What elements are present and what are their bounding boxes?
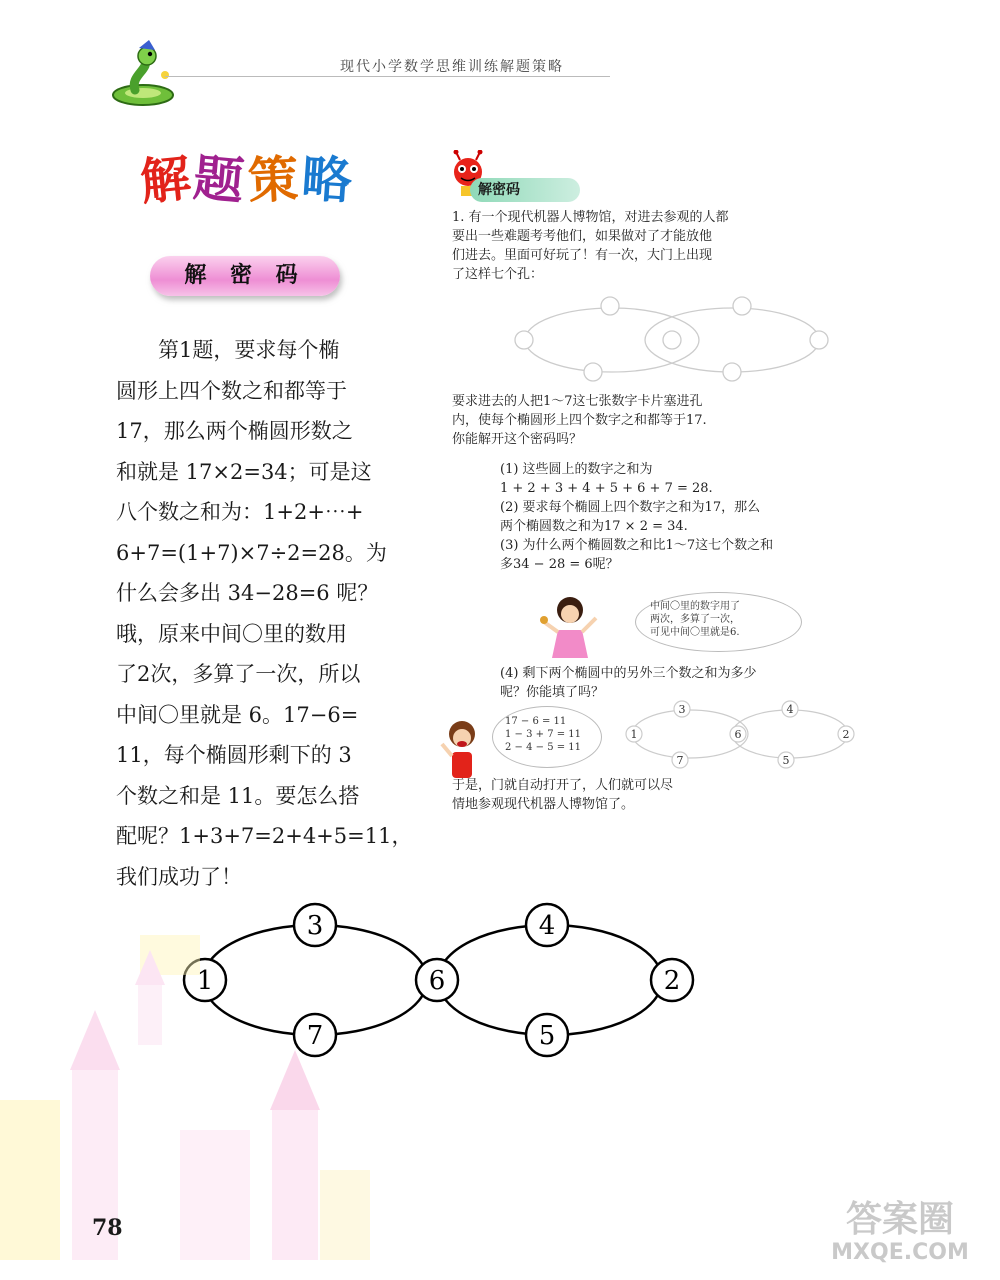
step-four — [500, 664, 757, 702]
node-number: 2 — [663, 966, 681, 996]
text-line: 于是，门就自动打开了，人们就可以尽 — [452, 778, 674, 793]
node-number: 6 — [428, 966, 446, 996]
watermark — [810, 1200, 990, 1266]
text-line: 要出一些难题考考他们，如果做对了才能放他 — [452, 229, 713, 244]
paragraph-line: 11，每个椭圆形剩下的 3 — [116, 743, 352, 767]
text-line: (3) 为什么两个椭圆数之和比1～7这七个数之和 — [500, 538, 774, 553]
paragraph-line: 了2次，多算了一次，所以 — [116, 662, 361, 686]
bubble-line: 17 − 6 = 11 — [505, 716, 567, 727]
paragraph-line: 6+7=(1+7)×7÷2=28。为 — [116, 540, 387, 565]
small-node-number: 1 — [630, 728, 638, 741]
watermark-line: MXQE.COM — [831, 1240, 969, 1265]
empty-puzzle-diagram — [510, 292, 835, 387]
small-node-number: 4 — [786, 703, 794, 716]
paragraph-line: 第1题，要求每个椭 — [116, 338, 340, 362]
text-line: 两个椭圆数之和为17 × 2 = 34. — [500, 519, 688, 534]
page-title — [137, 140, 358, 212]
paragraph-line: 什么会多出 34−28=6 呢？ — [116, 581, 379, 605]
watermark-line: 答案圈 — [845, 1199, 954, 1240]
paragraph-line: 配呢？1+3+7=2+4+5=11， — [116, 824, 413, 848]
text-line: 情地参观现代机器人博物馆了。 — [452, 797, 635, 812]
text-line: 要求进去的人把1～7这七张数字卡片塞进孔 — [452, 394, 703, 409]
title-char: 策 — [246, 149, 304, 211]
boy-bubble-text — [505, 715, 581, 754]
header-divider — [165, 76, 610, 77]
explanation-paragraph — [116, 330, 413, 897]
bubble-line: 1 − 3 + 7 = 11 — [505, 729, 582, 740]
small-node-number: 6 — [734, 728, 742, 741]
text-line: 1. 有一个现代机器人博物馆，对进去参观的人都 — [452, 210, 729, 225]
small-solution-diagram — [620, 698, 860, 770]
paragraph-line: 个数之和是 11。要怎么搭 — [116, 783, 360, 808]
page-number: 78 — [92, 1215, 123, 1241]
bubble-line: 可见中间〇里就是6. — [650, 627, 740, 638]
girl-bubble-text — [650, 600, 740, 639]
paragraph-line: 和就是 17×2=34；可是这 — [116, 459, 372, 484]
bubble-line: 中间〇里的数字用了 — [650, 601, 740, 612]
boy-character-icon — [440, 718, 485, 780]
small-node-number: 3 — [678, 703, 686, 716]
node-number: 4 — [538, 911, 556, 941]
paragraph-line: 中间〇里就是 6。17−6= — [116, 702, 359, 727]
small-node-number: 7 — [676, 754, 684, 767]
text-line: 们进去。里面可好玩了！有一次，大门上出现 — [452, 248, 713, 263]
text-line: 呢？你能填了吗？ — [500, 685, 605, 700]
solution-steps — [500, 460, 773, 574]
castle-decoration — [0, 930, 380, 1260]
girl-character-icon — [540, 592, 600, 662]
text-line: 内，使每个椭圆形上四个数字之和都等于17. — [452, 413, 707, 428]
text-line: (2) 要求每个椭圆上四个数字之和为17，那么 — [500, 500, 761, 515]
node-number: 7 — [306, 1021, 324, 1051]
paragraph-line: 八个数之和为：1+2+⋯+ — [116, 500, 364, 524]
title-char: 题 — [191, 148, 251, 212]
problem-intro — [452, 208, 729, 284]
header-title: 现代小学数学思维训练解题策略 — [340, 59, 564, 75]
bubble-line: 两次，多算了一次， — [650, 614, 740, 625]
instruction — [452, 392, 707, 449]
node-number: 3 — [306, 911, 324, 941]
paragraph-line: 我们成功了！ — [116, 864, 242, 889]
small-node-number: 5 — [782, 754, 790, 767]
small-node-number: 2 — [842, 728, 850, 741]
text-line: 多34 − 28 = 6呢？ — [500, 557, 619, 572]
title-char: 略 — [299, 149, 358, 211]
paragraph-line: 圆形上四个数之和都等于 — [116, 378, 347, 403]
section-tag: 解密码 — [470, 178, 580, 202]
text-line: (1) 这些圆上的数字之和为 — [500, 462, 653, 477]
text-line: (4) 剩下两个椭圆中的另外三个数之和为多少 — [500, 666, 757, 681]
text-line: 1 + 2 + 3 + 4 + 5 + 6 + 7 = 28. — [500, 481, 713, 496]
title-char: 解 — [137, 148, 198, 212]
node-number: 1 — [196, 966, 214, 996]
text-line: 了这样七个孔： — [452, 267, 544, 282]
paragraph-line: 哦，原来中间〇里的数用 — [116, 621, 347, 646]
text-line: 你能解开这个密码吗？ — [452, 432, 583, 447]
paragraph-line: 17，那么两个椭圆形数之 — [116, 419, 353, 443]
node-number: 5 — [538, 1021, 556, 1051]
bubble-line: 2 − 4 − 5 = 11 — [505, 742, 582, 753]
section-pill: 解 密 码 — [150, 256, 340, 296]
mascot-snake-icon — [105, 40, 185, 110]
closing-text — [452, 776, 673, 814]
